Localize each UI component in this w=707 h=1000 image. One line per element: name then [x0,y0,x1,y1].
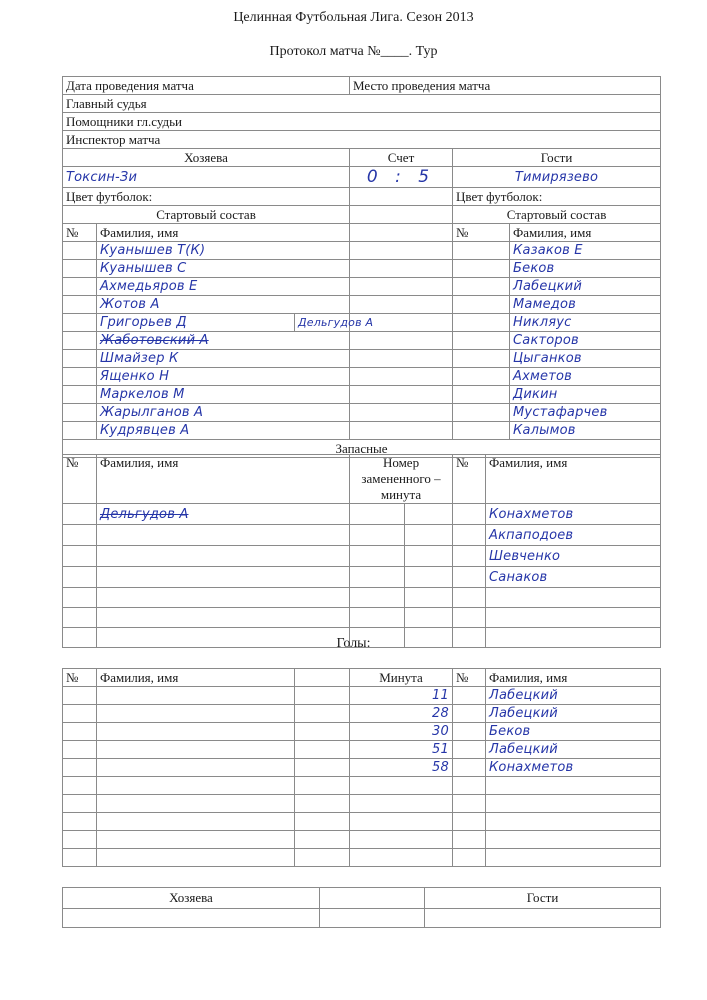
league-title: Целинная Футбольная Лига. Сезон 2013 [233,10,474,25]
goal-minute-2: 28 [350,705,453,723]
subs-home-name-header: Фамилия, имя [97,455,350,504]
away-sub-4: Санаков [486,567,661,588]
away-header: Гости [453,149,661,167]
protocol-title: Протокол матча №____. Тур [269,44,438,59]
goals-num-header: № [63,669,97,687]
subs-table [62,454,661,648]
home-player-9: Маркелов М [97,386,350,404]
subs-title: Запасные [63,440,661,458]
date-label: Дата проведения матча [63,77,350,95]
home-name-header: Фамилия, имя [97,224,350,242]
referee-label: Главный судья [63,95,661,113]
assistants-label: Помощники гл.судьи [63,113,661,131]
away-player-2: Беков [510,260,661,278]
away-player-7: Цыганков [510,350,661,368]
away-player-3: Лабецкий [510,278,661,296]
goals-away-name-header: Фамилия, имя [486,669,661,687]
goal-scorer-5: Конахметов [486,759,661,777]
away-name-header: Фамилия, имя [510,224,661,242]
home-team-name: Токсин-Зи [63,167,350,188]
goals-table [62,668,661,867]
away-num-header: № [453,224,510,242]
home-sub-1: Дельгудов А [97,504,350,525]
home-player-5: Григорьев Д [97,314,295,332]
home-num-header: № [63,224,97,242]
home-player-note: Дельгудов А [295,314,350,332]
away-player-10: Мустафарчев [510,404,661,422]
subs-away-num-header: № [453,455,486,504]
subs-away-name-header: Фамилия, имя [486,455,661,504]
home-lineup-title: Стартовый состав [63,206,350,224]
away-sub-3: Шевченко [486,546,661,567]
home-player-8: Ященко Н [97,368,350,386]
away-player-9: Дикин [510,386,661,404]
away-player-8: Ахметов [510,368,661,386]
home-player-2: Куанышев С [97,260,350,278]
score-header: Счет [350,149,453,167]
home-player-7: Шмайзер К [97,350,350,368]
footer-home-label: Хозяева [63,888,320,909]
home-player-11: Кудрявцев А [97,422,350,440]
footer-table [62,887,661,928]
place-label: Место проведения матча [350,77,661,95]
home-kit-label: Цвет футболок: [63,188,350,206]
inspector-label: Инспектор матча [63,131,661,149]
goals-minute-header: Минута [350,669,453,687]
match-info-table [62,76,661,458]
away-team-name: Тимирязево [453,167,661,188]
goal-scorer-2: Лабецкий [486,705,661,723]
goal-minute-4: 51 [350,741,453,759]
home-player-3: Ахмедьяров Е [97,278,350,296]
goal-scorer-3: Беков [486,723,661,741]
replaced-header: Номер замененного – минута [350,455,453,504]
away-player-1: Казаков Е [510,242,661,260]
away-player-6: Сакторов [510,332,661,350]
goal-scorer-4: Лабецкий [486,741,661,759]
goal-scorer-1: Лабецкий [486,687,661,705]
away-lineup-title: Стартовый состав [453,206,661,224]
home-player-10: Жарылганов А [97,404,350,422]
goals-name-header: Фамилия, имя [97,669,295,687]
away-kit-label: Цвет футболок: [453,188,661,206]
goal-minute-1: 11 [350,687,453,705]
away-player-4: Мамедов [510,296,661,314]
goals-away-num-header: № [453,669,486,687]
away-player-5: Никляус [510,314,661,332]
home-player-4: Жотов А [97,296,350,314]
goal-minute-5: 58 [350,759,453,777]
home-player-6: Жаботовский А [97,332,350,350]
goals-title: Голы: [336,636,371,651]
goal-minute-3: 30 [350,723,453,741]
home-header: Хозяева [63,149,350,167]
footer-away-label: Гости [425,888,661,909]
away-sub-2: Акпаподоев [486,525,661,546]
away-player-11: Калымов [510,422,661,440]
home-player-1: Куанышев Т(К) [97,242,350,260]
subs-home-num-header: № [63,455,97,504]
away-sub-1: Конахметов [486,504,661,525]
score-value: 0 : 5 [350,167,453,188]
